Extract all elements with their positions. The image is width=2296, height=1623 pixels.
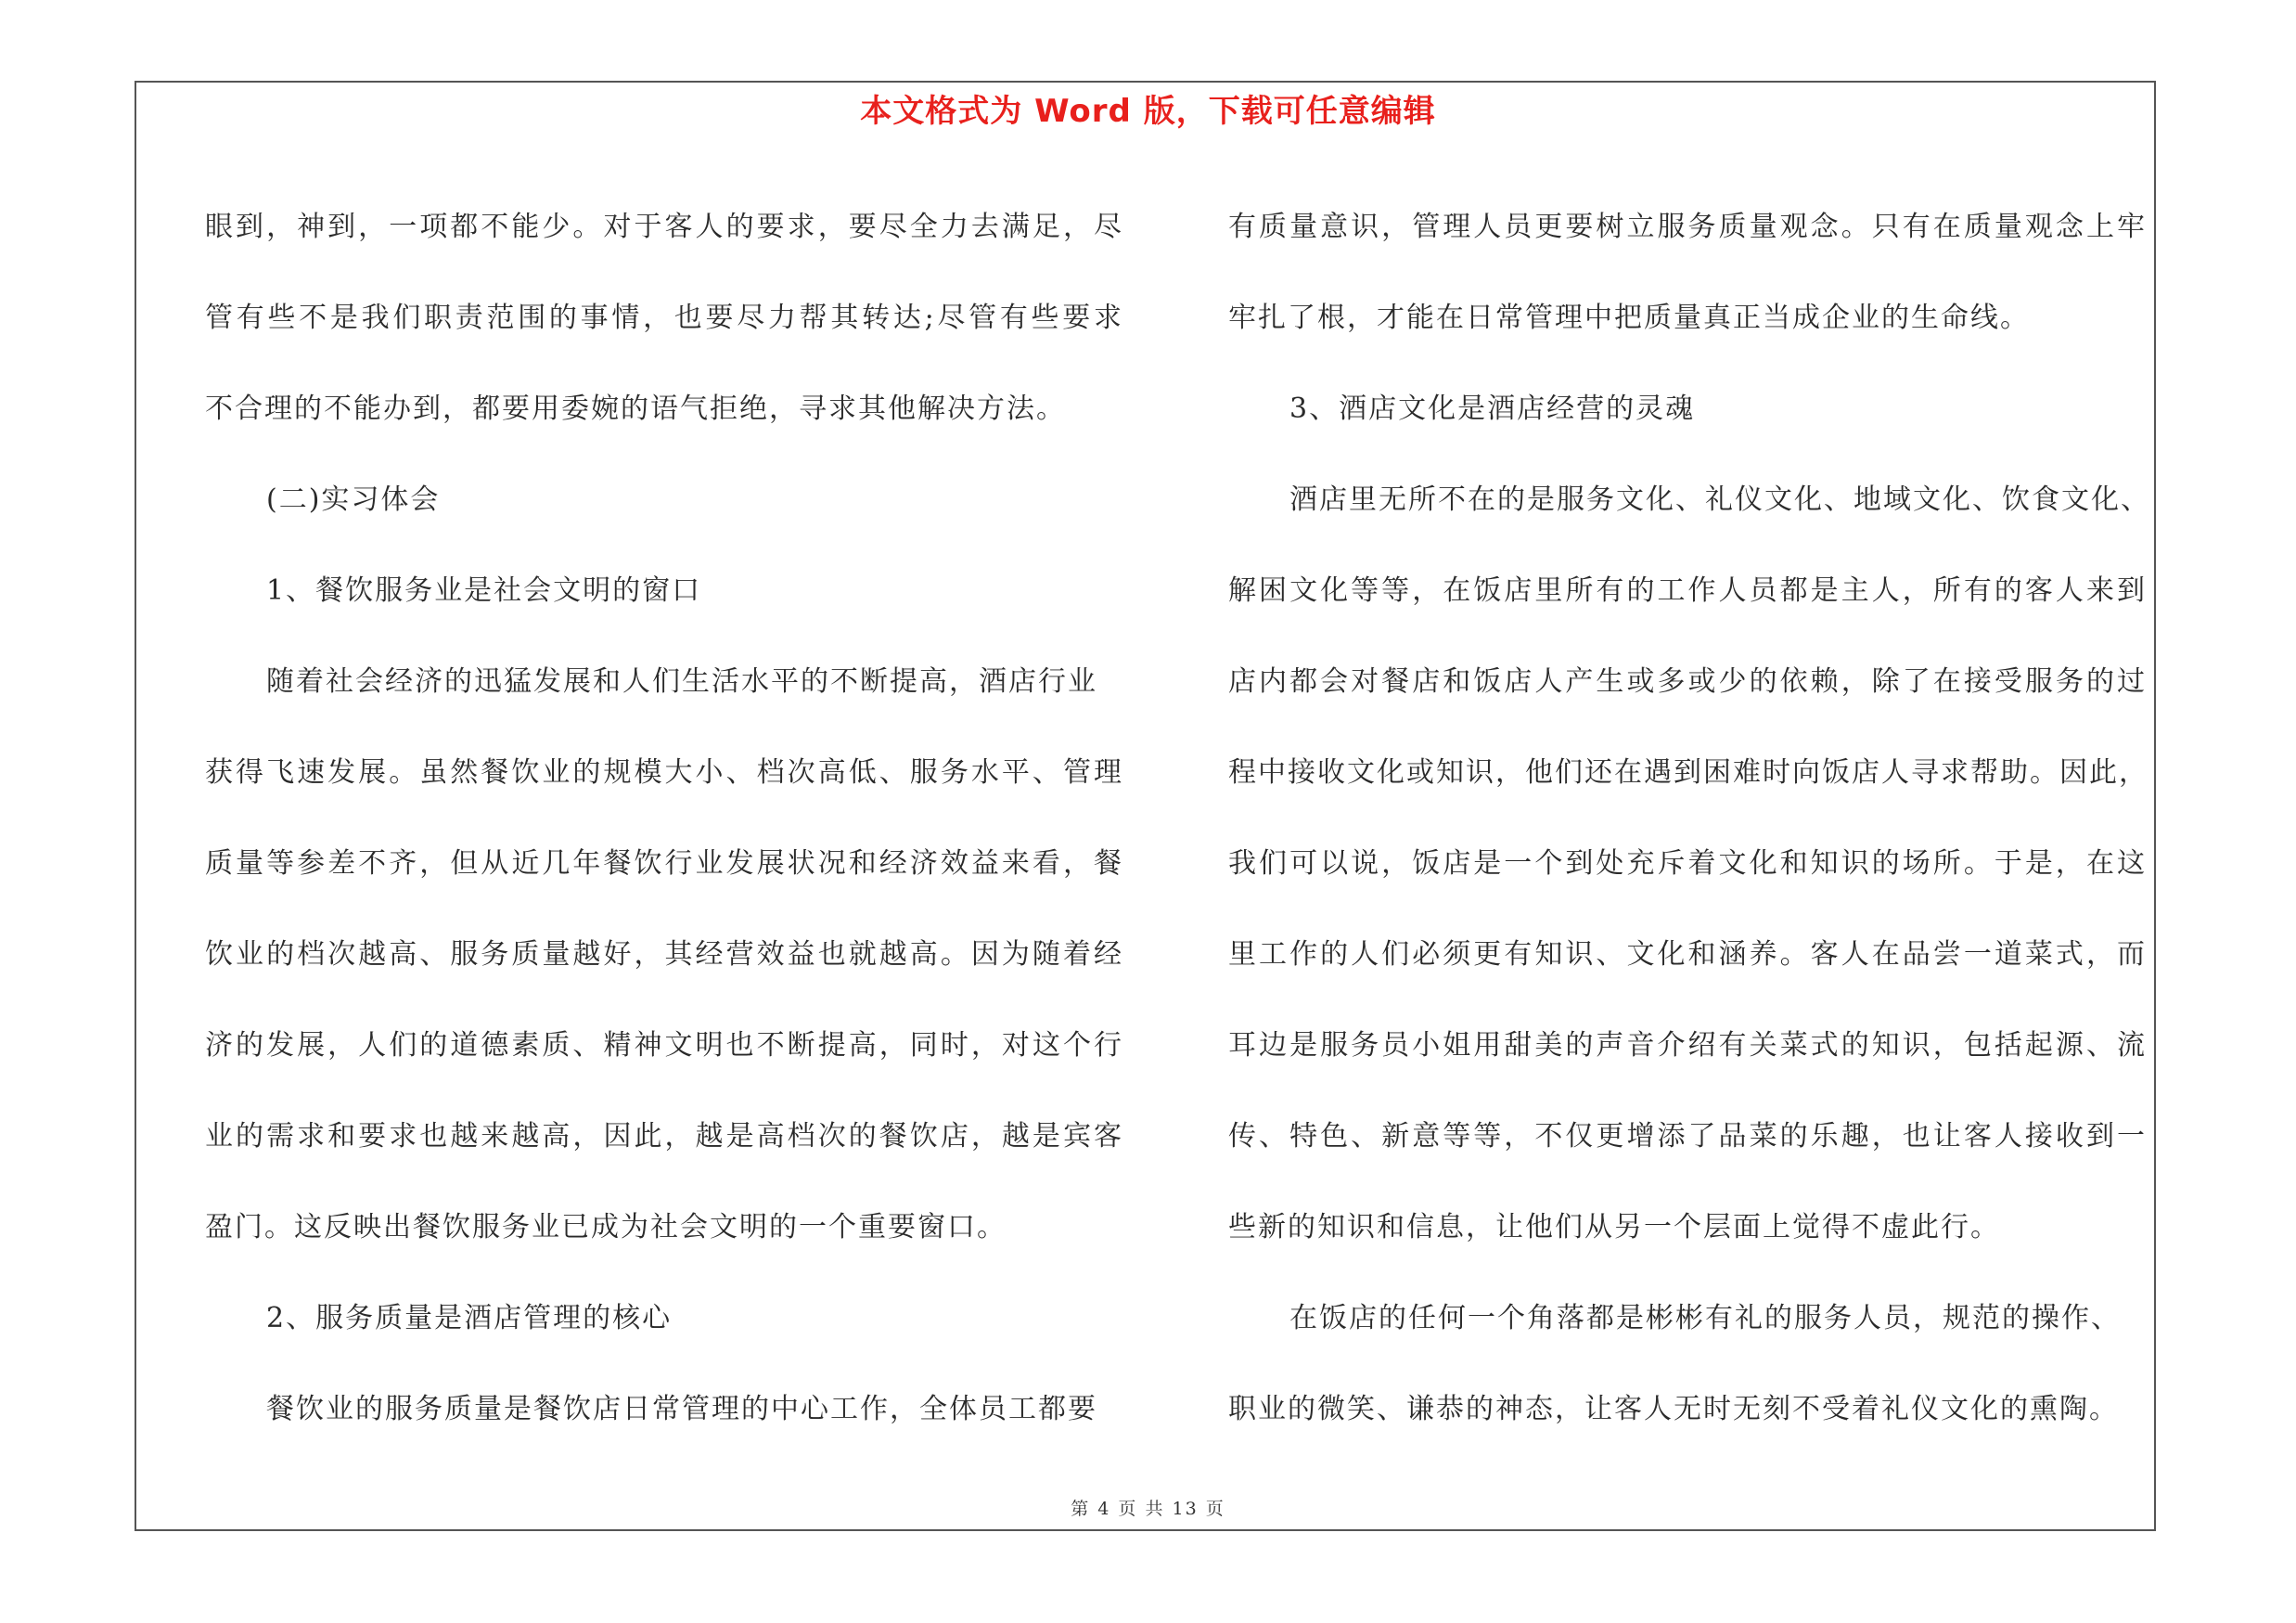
paragraph-line: 我们可以说，饭店是一个到处充斥着文化和知识的场所。于是，在这 [1228, 847, 2147, 880]
paragraph-line: 随着社会经济的迅猛发展和人们生活水平的不断提高，酒店行业 [266, 665, 1097, 698]
paragraph-line: 不合理的不能办到，都要用委婉的语气拒绝，寻求其他解决方法。 [205, 393, 1066, 425]
paragraph-line: 在饭店的任何一个角落都是彬彬有礼的服务人员，规范的操作、 [1289, 1302, 2121, 1334]
left-column [205, 182, 1133, 1455]
section-heading: 2、服务质量是酒店管理的核心 [266, 1302, 673, 1334]
paragraph-line: 餐饮业的服务质量是餐饮店日常管理的中心工作，全体员工都要 [266, 1393, 1097, 1425]
section-heading: 1、餐饮服务业是社会文明的窗口 [266, 574, 702, 607]
paragraph-line: 些新的知识和信息，让他们从另一个层面上觉得不虚此行。 [1228, 1211, 2000, 1243]
paragraph-line: 眼到，神到，一项都不能少。对于客人的要求，要尽全力去满足，尽 [205, 211, 1123, 243]
paragraph-line: 职业的微笑、谦恭的神态，让客人无时无刻不受着礼仪文化的熏陶。 [1228, 1393, 2119, 1425]
paragraph-line: 店内都会对餐店和饭店人产生或多或少的依赖，除了在接受服务的过 [1228, 665, 2147, 698]
page-number-footer: 第 4 页 共 13 页 [1071, 1499, 1225, 1519]
section-heading: 3、酒店文化是酒店经营的灵魂 [1289, 393, 1696, 425]
paragraph-line: 业的需求和要求也越来越高，因此，越是高档次的餐饮店，越是宾客 [205, 1120, 1123, 1153]
right-column [1228, 182, 2156, 1455]
paragraph-line: 有质量意识，管理人员更要树立服务质量观念。只有在质量观念上牢 [1228, 211, 2147, 243]
paragraph-line: 济的发展，人们的道德素质、精神文明也不断提高，同时，对这个行 [205, 1029, 1123, 1062]
paragraph-line: 解困文化等等，在饭店里所有的工作人员都是主人，所有的客人来到 [1228, 574, 2147, 607]
paragraph-line: 传、特色、新意等等，不仅更增添了品菜的乐趣，也让客人接收到一 [1228, 1120, 2147, 1153]
word-format-banner: 本文格式为 Word 版，下载可任意编辑 [860, 93, 1436, 130]
paragraph-line: 里工作的人们必须更有知识、文化和涵养。客人在品尝一道菜式，而 [1228, 938, 2147, 971]
section-heading: (二)实习体会 [266, 483, 441, 516]
paragraph-line: 饮业的档次越高、服务质量越好，其经营效益也就越高。因为随着经 [205, 938, 1123, 971]
paragraph-line: 管有些不是我们职责范围的事情，也要尽力帮其转达;尽管有些要求 [205, 302, 1123, 334]
paragraph-line: 酒店里无所不在的是服务文化、礼仪文化、地域文化、饮食文化、 [1289, 483, 2150, 516]
paragraph-line: 牢扎了根，才能在日常管理中把质量真正当成企业的生命线。 [1228, 302, 2030, 334]
paragraph-line: 耳边是服务员小姐用甜美的声音介绍有关菜式的知识，包括起源、流 [1228, 1029, 2147, 1062]
paragraph-line: 质量等参差不齐，但从近几年餐饮行业发展状况和经济效益来看，餐 [205, 847, 1123, 880]
paragraph-line: 程中接收文化或知识，他们还在遇到困难时向饭店人寻求帮助。因此， [1228, 756, 2148, 789]
paragraph-line: 获得飞速发展。虽然餐饮业的规模大小、档次高低、服务水平、管理 [205, 756, 1123, 789]
paragraph-line: 盈门。这反映出餐饮服务业已成为社会文明的一个重要窗口。 [205, 1211, 1007, 1243]
